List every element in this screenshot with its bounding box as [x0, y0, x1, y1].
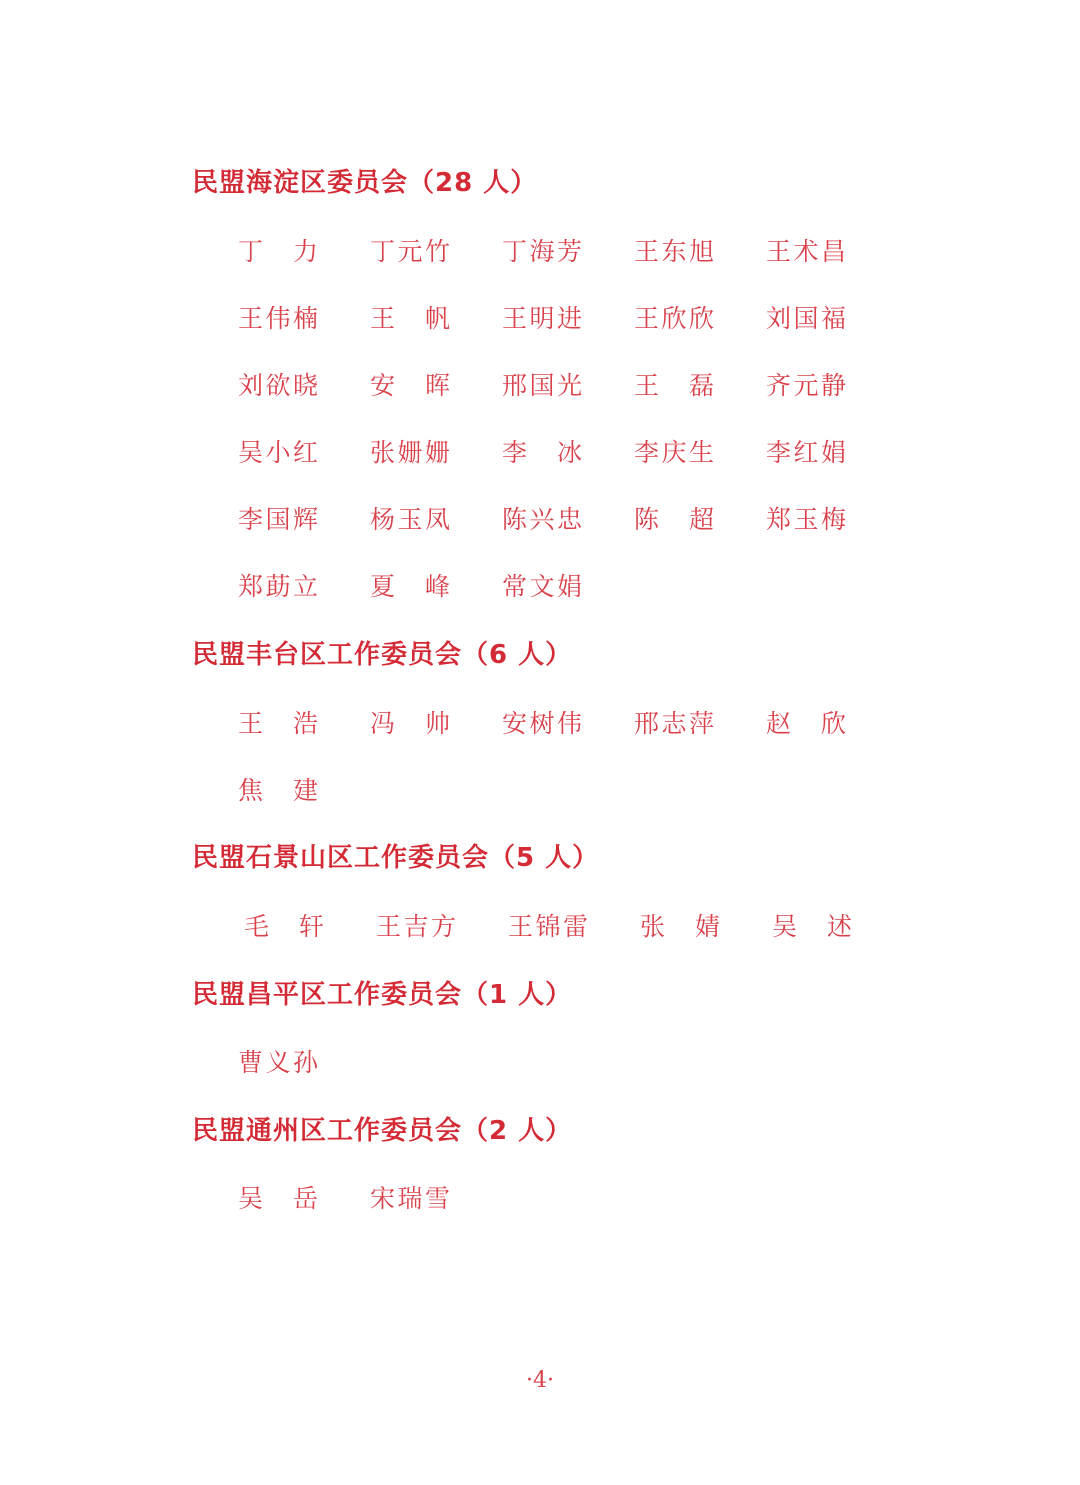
section-heading-fengtai: 民盟丰台区工作委员会（6 人）	[192, 640, 573, 670]
section-heading-shijingshan: 民盟石景山区工作委员会（5 人）	[192, 843, 600, 873]
member-name: 王欣欣	[634, 304, 714, 333]
member-name: 李 冰	[502, 438, 582, 467]
member-name: 郑莇立	[238, 572, 318, 601]
member-name: 冯 帅	[370, 709, 450, 738]
section-heading-changping: 民盟昌平区工作委员会（1 人）	[192, 980, 573, 1010]
member-name: 丁元竹	[370, 237, 450, 266]
member-name: 夏 峰	[370, 572, 450, 601]
member-name: 张姗姗	[370, 438, 450, 467]
member-name: 毛 轩	[244, 912, 324, 941]
member-name: 王锦雷	[508, 912, 588, 941]
member-name: 曹义孙	[238, 1048, 318, 1077]
member-name: 安 晖	[370, 371, 450, 400]
section-heading-haidian: 民盟海淀区委员会（28 人）	[192, 168, 538, 198]
member-name: 吴 述	[772, 912, 852, 941]
member-name: 王 帆	[370, 304, 450, 333]
member-name: 赵 欣	[766, 709, 846, 738]
member-name: 焦 建	[238, 776, 318, 805]
member-name: 邢国光	[502, 371, 582, 400]
member-name: 齐元静	[766, 371, 846, 400]
member-name: 常文娟	[502, 572, 582, 601]
member-name: 杨玉凤	[370, 505, 450, 534]
member-name: 丁海芳	[502, 237, 582, 266]
member-name: 李庆生	[634, 438, 714, 467]
member-name: 吴 岳	[238, 1184, 318, 1213]
member-name: 李国辉	[238, 505, 318, 534]
member-name: 刘国福	[766, 304, 846, 333]
member-name: 王明进	[502, 304, 582, 333]
member-name: 王 磊	[634, 371, 714, 400]
member-name: 陈 超	[634, 505, 714, 534]
member-name: 郑玉梅	[766, 505, 846, 534]
member-name: 王伟楠	[238, 304, 318, 333]
member-name: 王术昌	[766, 237, 846, 266]
member-name: 宋瑞雪	[370, 1184, 450, 1213]
member-name: 李红娟	[766, 438, 846, 467]
page-number: ·4·	[526, 1368, 554, 1393]
member-name: 吴小红	[238, 438, 318, 467]
member-name: 张 婧	[640, 912, 720, 941]
section-heading-tongzhou: 民盟通州区工作委员会（2 人）	[192, 1116, 573, 1146]
member-name: 丁 力	[238, 237, 318, 266]
member-name: 王 浩	[238, 709, 318, 738]
member-name: 刘欲晓	[238, 371, 318, 400]
member-name: 邢志萍	[634, 709, 714, 738]
member-name: 陈兴忠	[502, 505, 582, 534]
member-name: 王吉方	[376, 912, 456, 941]
member-name: 王东旭	[634, 237, 714, 266]
member-name: 安树伟	[502, 709, 582, 738]
